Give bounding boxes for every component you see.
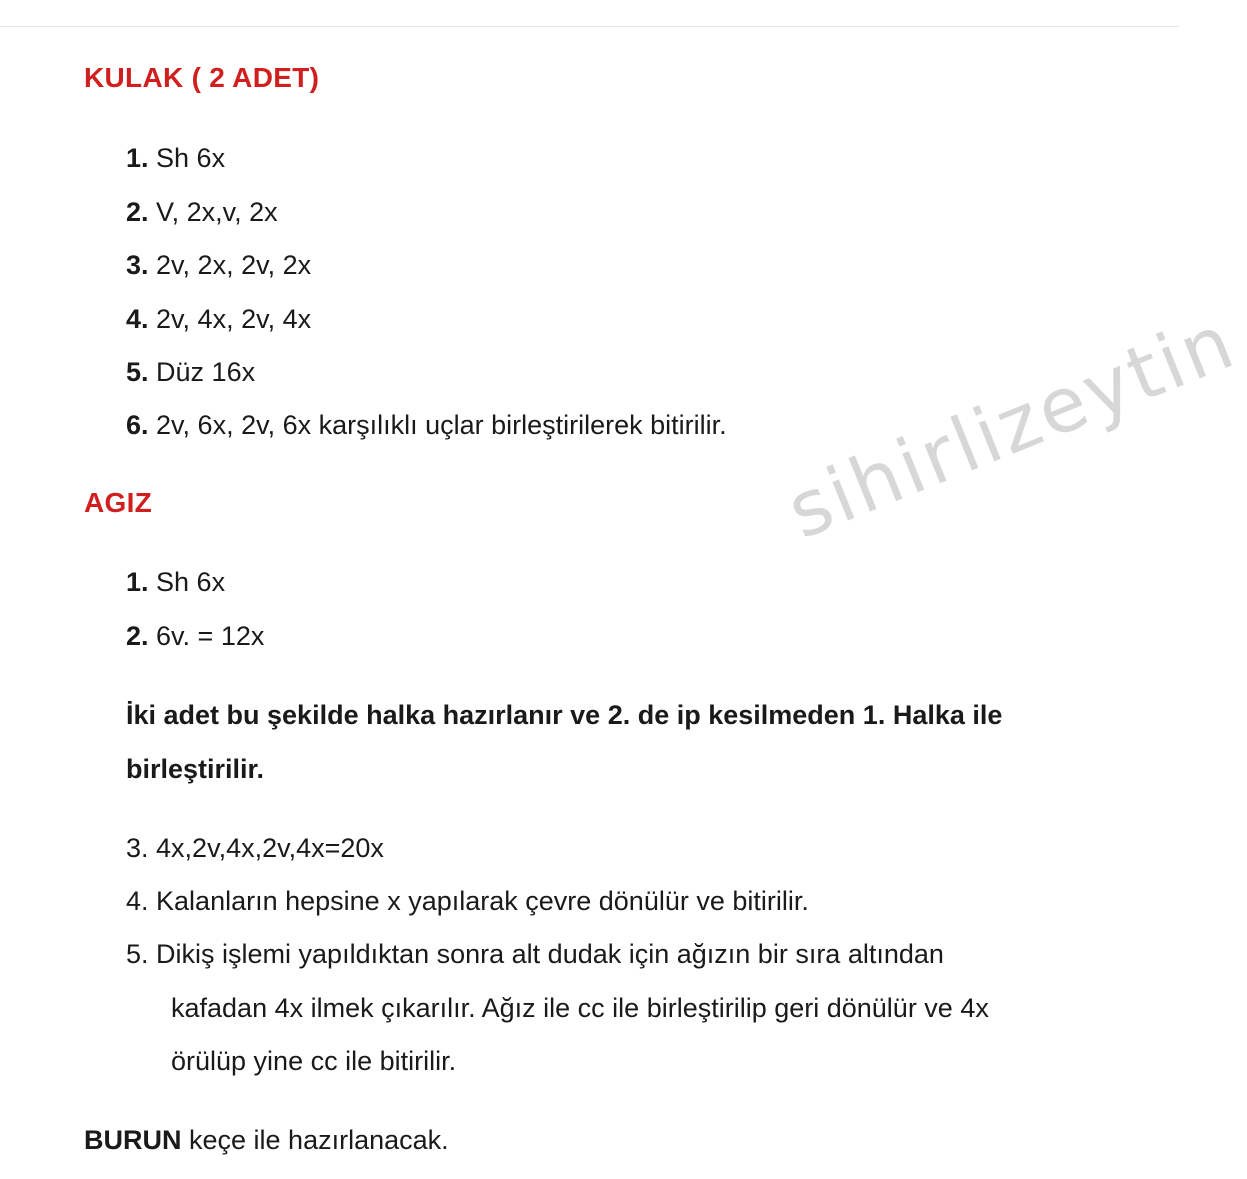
step-text: Dikiş işlemi yapıldıktan sonra alt dudak için ağızın bir sıra altından [148, 939, 944, 969]
agiz-row-1 [126, 565, 225, 599]
row-number: 4. [126, 304, 149, 334]
agiz-step-5-continued-2: örülüp yine cc ile bitirilir. [171, 1046, 457, 1076]
agiz-step-5-continued-1: kafadan 4x ilmek çıkarılır. Ağız ile cc ile birleştirilip geri dönülür ve 4x [171, 993, 989, 1023]
row-number: 3. [126, 250, 149, 280]
row-text: 6v. = 12x [148, 621, 265, 651]
kulak-row-1 [126, 141, 225, 175]
step-text: 4x,2v,4x,2v,4x=20x [148, 833, 384, 863]
kulak-row-6 [126, 408, 727, 442]
kulak-row-3 [126, 248, 311, 282]
row-number: 5. [126, 357, 149, 387]
row-text: Sh 6x [148, 143, 226, 173]
row-text: Düz 16x [148, 357, 256, 387]
burun-text: keçe ile hazırlanacak. [181, 1125, 449, 1155]
step-number: 5. [126, 939, 149, 969]
agiz-row-2 [126, 619, 264, 653]
row-text: Sh 6x [148, 567, 226, 597]
kulak-row-2 [126, 195, 278, 229]
kulak-row-4 [126, 302, 311, 336]
row-text: V, 2x,v, 2x [148, 197, 278, 227]
row-text: 2v, 2x, 2v, 2x [148, 250, 312, 280]
row-text: 2v, 4x, 2v, 4x [148, 304, 312, 334]
row-number: 1. [126, 567, 149, 597]
row-number: 6. [126, 410, 149, 440]
agiz-heading: AGIZ [84, 487, 153, 518]
burun-label: BURUN [84, 1125, 182, 1155]
step-number: 3. [126, 833, 149, 863]
row-number: 2. [126, 197, 149, 227]
top-divider [0, 26, 1179, 27]
row-text: 2v, 6x, 2v, 6x karşılıklı uçlar birleştirilerek bitirilir. [148, 410, 727, 440]
kulak-row-5 [126, 355, 255, 389]
agiz-step-3 [126, 831, 384, 865]
row-number: 2. [126, 621, 149, 651]
row-number: 1. [126, 143, 149, 173]
step-number: 4. [126, 886, 149, 916]
watermark-text: sihirlizeytin [775, 295, 1247, 556]
agiz-step-4 [126, 884, 809, 918]
agiz-note-line-1: İki adet bu şekilde halka hazırlanır ve 2. de ip kesilmeden 1. Halka ile [126, 700, 1003, 730]
kulak-heading: KULAK ( 2 ADET) [84, 62, 320, 93]
agiz-step-5 [126, 937, 944, 971]
step-text: Kalanların hepsine x yapılarak çevre dönülür ve bitirilir. [148, 886, 809, 916]
burun-line [84, 1123, 449, 1157]
agiz-note-line-2: birleştirilir. [126, 754, 265, 784]
